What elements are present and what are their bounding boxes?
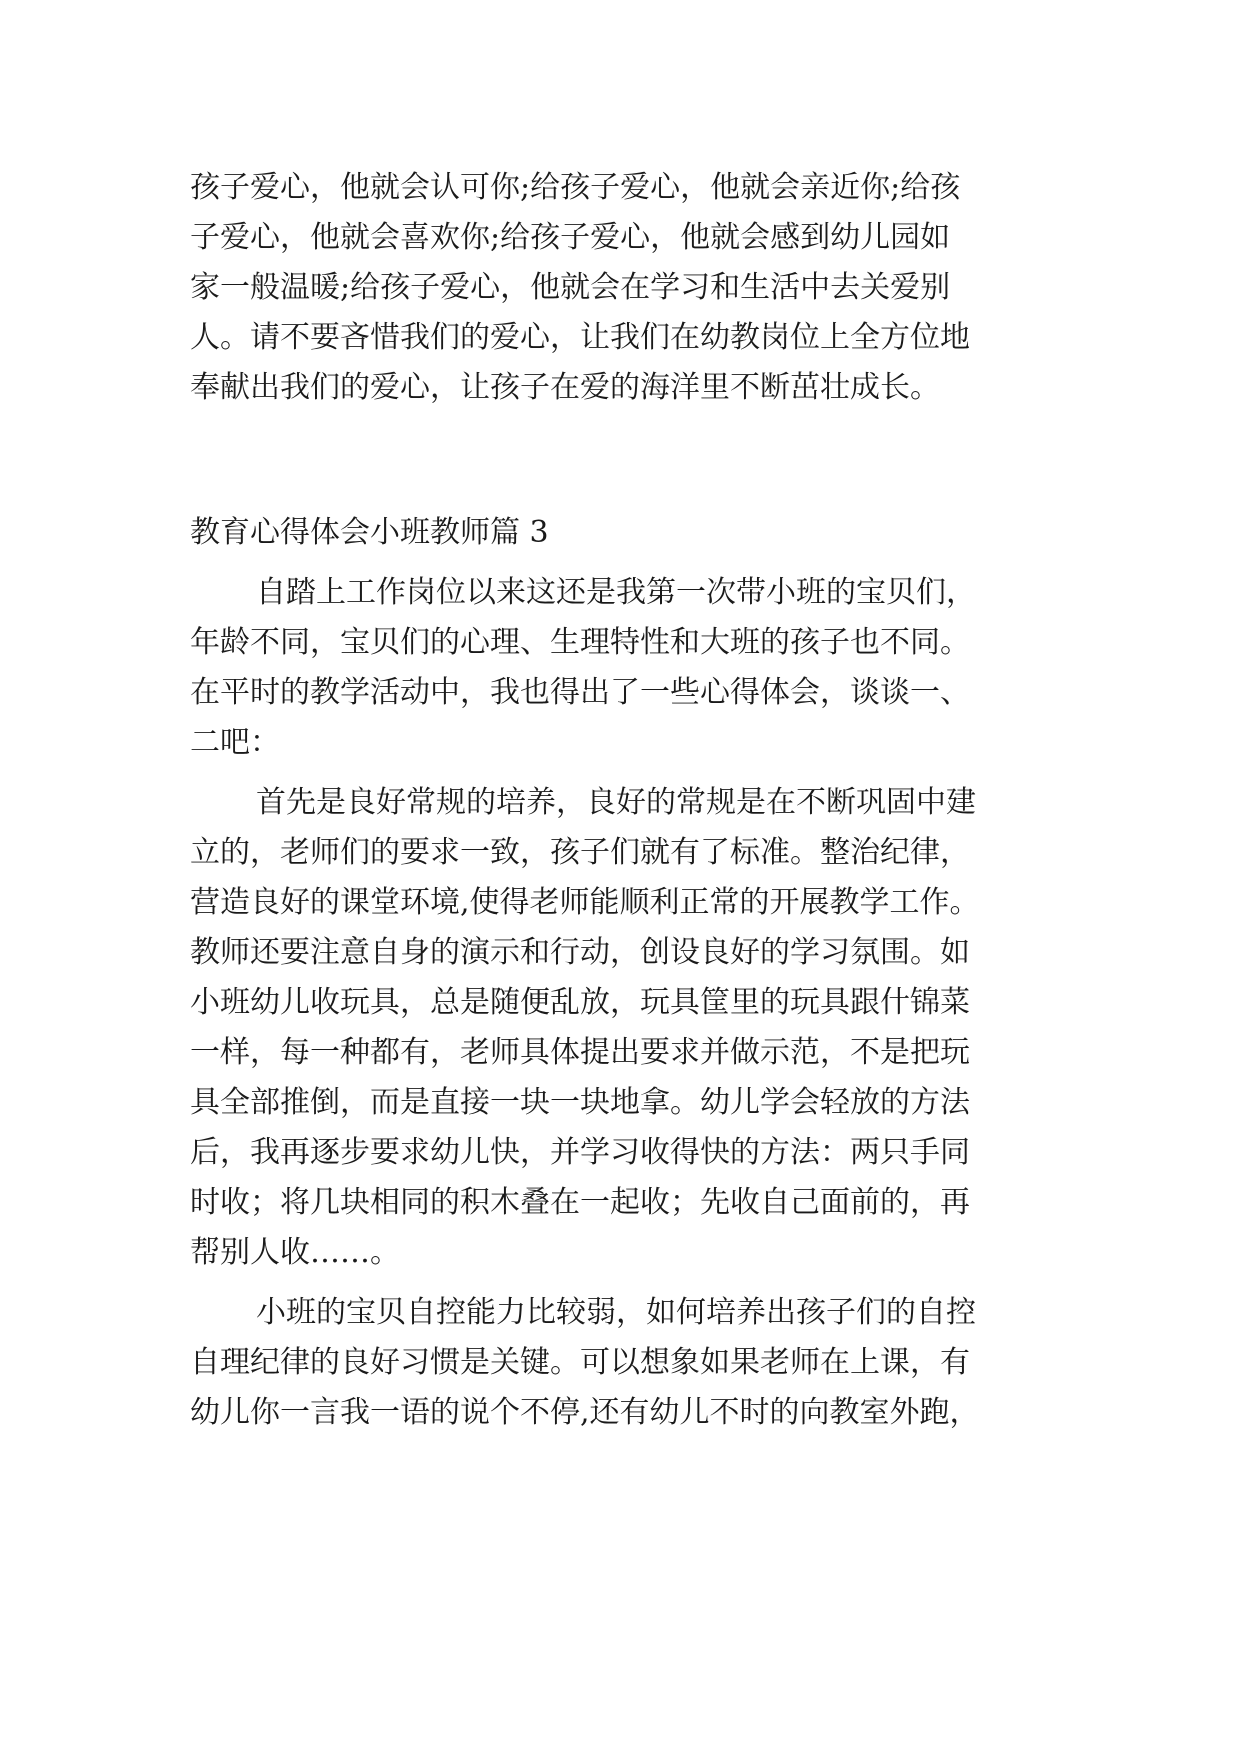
paragraph-line: 孩子爱心，他就会认可你;给孩子爱心，他就会亲近你;给孩 (190, 170, 961, 205)
paragraph-line: 一样，每一种都有，老师具体提出要求并做示范，不是把玩 (190, 1035, 970, 1070)
paragraph-line: 奉献出我们的爱心，让孩子在爱的海洋里不断茁壮成长。 (190, 370, 940, 405)
paragraph-line: 后，我再逐步要求幼儿快，并学习收得快的方法：两只手同 (190, 1135, 970, 1170)
paragraph-line: 具全部推倒，而是直接一块一块地拿。幼儿学会轻放的方法 (190, 1085, 970, 1120)
paragraph-line: 在平时的教学活动中，我也得出了一些心得体会，谈谈一、 (190, 675, 970, 710)
paragraph-line: 子爱心，他就会喜欢你;给孩子爱心，他就会感到幼儿园如 (190, 220, 951, 255)
paragraph-line: 年龄不同，宝贝们的心理、生理特性和大班的孩子也不同。 (190, 625, 970, 660)
paragraph-line: 人。请不要吝惜我们的爱心，让我们在幼教岗位上全方位地 (190, 320, 970, 355)
paragraph-line: 自踏上工作岗位以来这还是我第一次带小班的宝贝们， (256, 575, 976, 610)
paragraph-line: 教师还要注意自身的演示和行动，创设良好的学习氛围。如 (190, 935, 970, 970)
paragraph-line: 二吧： (190, 725, 280, 760)
paragraph-line: 小班幼儿收玩具，总是随便乱放，玩具筐里的玩具跟什锦菜 (190, 985, 970, 1020)
paragraph-line: 家一般温暖;给孩子爱心，他就会在学习和生活中去关爱别 (190, 270, 951, 305)
paragraph-line: 自理纪律的良好习惯是关键。可以想象如果老师在上课，有 (190, 1345, 970, 1380)
paragraph-line: 首先是良好常规的培养，良好的常规是在不断巩固中建 (256, 785, 976, 820)
section-heading: 教育心得体会小班教师篇 3 (190, 515, 549, 550)
paragraph-line: 时收；将几块相同的积木叠在一起收；先收自己面前的，再 (190, 1185, 970, 1220)
paragraph-line: 小班的宝贝自控能力比较弱，如何培养出孩子们的自控 (256, 1295, 976, 1330)
paragraph-line: 帮别人收……。 (190, 1235, 400, 1270)
paragraph-line: 幼儿你一言我一语的说个不停,还有幼儿不时的向教室外跑， (190, 1395, 980, 1430)
paragraph-line: 立的，老师们的要求一致，孩子们就有了标准。整治纪律， (190, 835, 970, 870)
paragraph-line: 营造良好的课堂环境,使得老师能顺利正常的开展教学工作。 (190, 885, 980, 920)
